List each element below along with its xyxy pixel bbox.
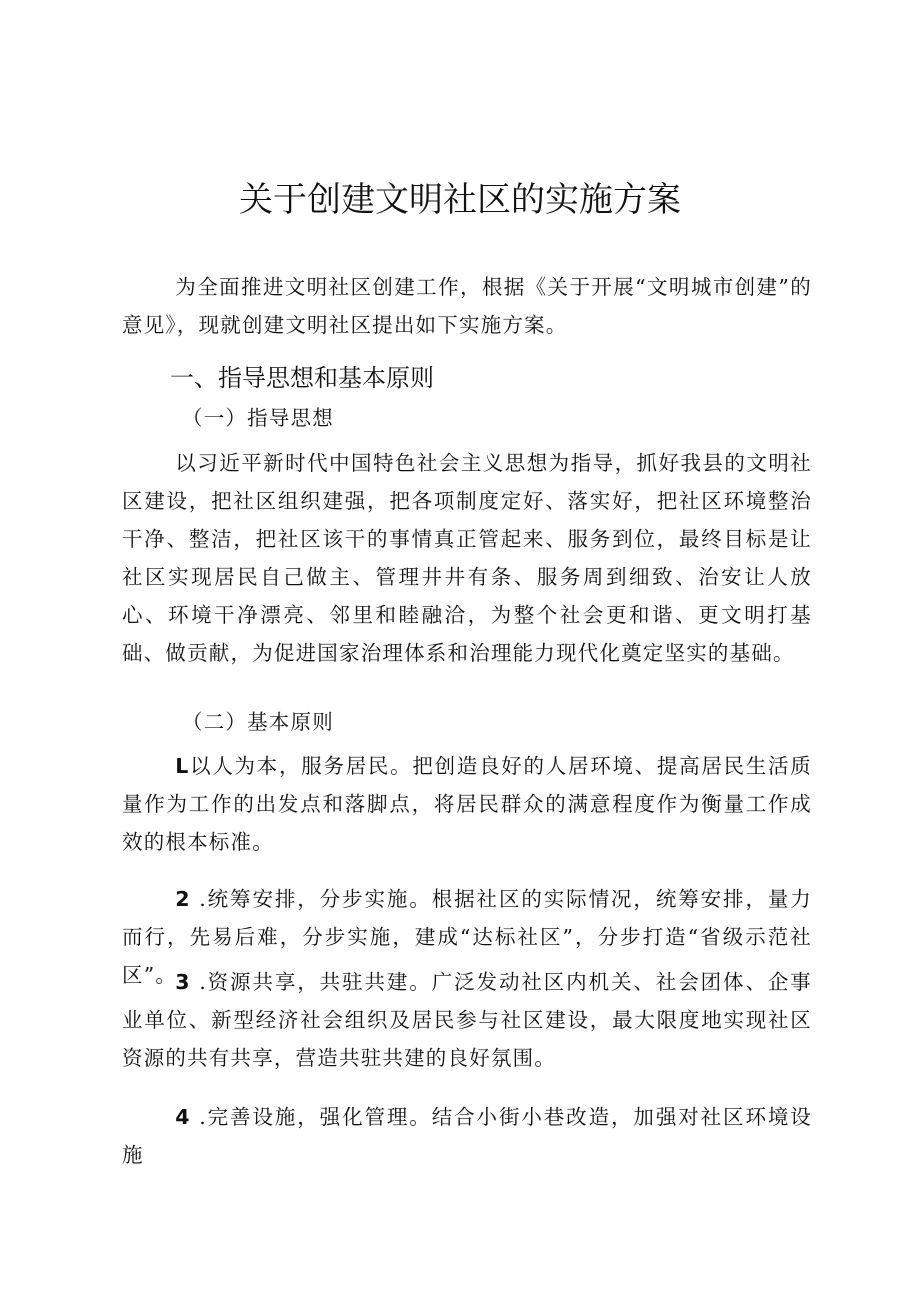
item-number: 4 [175, 1105, 191, 1129]
item-text: .统筹安排，分步实施。根据社区的实际情况，统筹安排，量力而行，先易后难，分步实施，建成“达标社区”，分步打造“省级示范社区”。 [122, 887, 812, 987]
item-number: L [175, 754, 190, 778]
principle-item [122, 747, 812, 861]
subsection-heading-guiding: （一）指导思想 [182, 406, 334, 430]
principle-item [122, 963, 812, 1077]
item-text: .资源共享，共驻共建。广泛发动社区内机关、社会团体、企事业单位、新型经济社会组织及居民参与社区建设，最大限度地实现社区资源的共有共享，营造共驻共建的良好氛围。 [122, 970, 812, 1070]
section-heading: 一、指导思想和基本原则 [170, 364, 434, 392]
guiding-thought-paragraph: 以习近平新时代中国特色社会主义思想为指导，抓好我县的文明社区建设，把社区组织建强，把各项制度定好、落实好，把社区环境整治干净、整洁，把社区该干的事情真正管起来、服务到位，最终目标是让社区实现居民自己做主、管理井井有条、服务周到细致、治安让人放心、环境干净漂亮、邻里和睦融洽，为整个社会更和谐、更文明打基础、做贡献，为促进国家治理体系和治理能力现代化奠定坚实的基础。 [122, 451, 812, 665]
intro-paragraph: 为全面推进文明社区创建工作，根据《关于开展“文明城市创建”的意见》，现就创建文明社区提出如下实施方案。 [122, 275, 812, 337]
item-text: .完善设施，强化管理。结合小街小巷改造，加强对社区环境设施 [122, 1105, 812, 1167]
item-text: 以人为本，服务居民。把创造良好的人居环境、提高居民生活质量作为工作的出发点和落脚点，将居民群众的满意程度作为衡量工作成效的根本标准。 [122, 754, 812, 854]
document-title: 关于创建文明社区的实施方案 [239, 180, 681, 220]
item-number: 2 [175, 887, 191, 911]
subsection-heading-principles: （二）基本原则 [182, 710, 334, 734]
item-number: 3 [175, 970, 191, 994]
principle-item [122, 1098, 812, 1174]
